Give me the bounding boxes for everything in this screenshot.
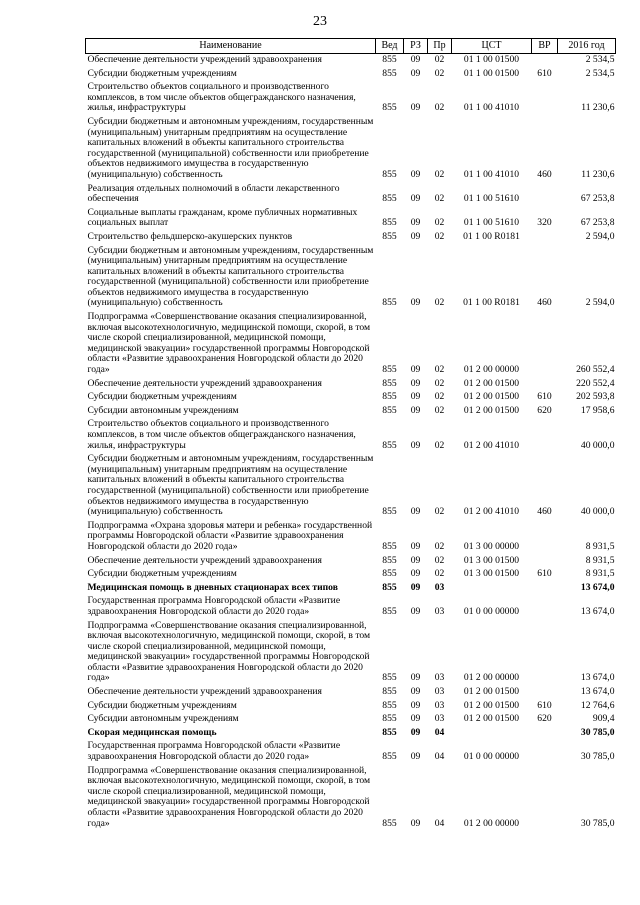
row-ved: 855 [382,404,397,416]
row-rz: 09 [410,217,421,229]
row-vr: 460 [537,297,552,309]
row-cst: 01 2 00 01500 [463,391,520,403]
row-pr: 02 [434,554,445,566]
row-rz: 09 [410,377,421,389]
row-sum: 30 785,0 [580,726,615,738]
row-vr [532,740,558,764]
row-pr: 02 [434,67,445,79]
row-pr: 02 [434,168,445,180]
row-name: Обеспечение деятельности учреждений здравоохранения [87,54,322,65]
column-header-pr: Пр [428,39,452,54]
column-header-name: Наименование [86,39,376,54]
row-name: Субсидии автономным учреждениям [87,404,239,416]
row-ved: 855 [382,168,397,180]
table-body [86,54,616,832]
row-vr [532,727,558,741]
row-cst: 01 1 00 R0181 [463,230,520,242]
row-vr [532,686,558,700]
table-row [86,183,616,207]
row-pr: 03 [434,581,445,593]
row-name: Государственная программа Новгородской области «Развитие здравоохранения Новгородской области до 2020 года» [87,595,341,617]
row-name: Подпрограмма «Совершенствование оказания специализированной, включая высокотехнологичную, медицинской помощи, скорой, в том числе скорой специализированной, медицинской помощи, медицинской эвакуации» государственной программы Новгородской области «Развитие здравоохранения Новгородской области до 2020 года» [87,311,371,376]
row-rz: 09 [410,54,421,65]
row-sum: 40 000,0 [580,439,615,451]
row-name: Субсидии бюджетным учреждениям [87,699,237,711]
row-rz: 09 [410,404,421,416]
row-pr: 02 [434,439,445,451]
row-vr [532,54,558,68]
row-pr: 02 [434,230,445,242]
row-sum: 67 253,8 [580,217,615,229]
row-rz: 09 [410,439,421,451]
row-cst: 01 2 00 00000 [463,364,520,376]
row-ved: 855 [382,506,397,518]
row-name: Строительство фельдшерско-акушерских пунктов [87,230,293,242]
table-row [86,54,616,68]
table-row [86,81,616,116]
row-pr: 02 [434,506,445,518]
row-name: Обеспечение деятельности учреждений здравоохранения [87,686,322,698]
row-name: Субсидии бюджетным и автономным учреждениям, государственным (муниципальным) унитарным предприятиям на осуществление капитальных вложений в объекты капитального строительства государственной (муниципальной) собственности или приобретение объектов недвижимого имущества в государственную (муниципальную) собственность [87,115,374,180]
row-ved: 855 [382,67,397,79]
row-rz: 09 [410,605,421,617]
row-cst: 01 2 00 41010 [463,439,520,451]
row-ved: 855 [382,230,397,242]
table-row [86,686,616,700]
row-vr [532,595,558,619]
row-rz: 09 [410,751,421,763]
row-vr [532,582,558,596]
row-ved: 855 [382,439,397,451]
row-cst [452,727,532,741]
row-pr: 04 [434,726,445,738]
row-pr: 02 [434,102,445,114]
row-pr: 02 [434,297,445,309]
row-rz: 09 [410,506,421,518]
row-sum: 40 000,0 [580,506,615,518]
row-pr: 02 [434,404,445,416]
row-pr: 02 [434,54,445,65]
row-rz: 09 [410,581,421,593]
row-sum: 30 785,0 [580,817,615,829]
row-cst: 01 2 00 01500 [463,404,520,416]
budget-table [85,38,616,831]
table-row [86,245,616,312]
row-vr [532,620,558,687]
row-pr: 02 [434,377,445,389]
row-vr: 610 [537,568,552,580]
row-rz: 09 [410,193,421,205]
row-vr: 460 [537,168,552,180]
row-rz: 09 [410,672,421,684]
row-vr: 620 [537,404,552,416]
row-rz: 09 [410,540,421,552]
table-row [86,231,616,245]
row-vr [532,183,558,207]
row-rz: 09 [410,168,421,180]
row-name: Подпрограмма «Совершенствование оказания специализированной, включая высокотехнологичную, медицинской помощи, скорой, в том числе скорой специализированной, медицинской помощи, медицинской эвакуации» государственной программы Новгородской области «Развитие здравоохранения Новгородской области до 2020 года» [87,764,371,829]
row-cst: 01 1 00 51610 [463,217,520,229]
row-sum: 13 674,0 [580,581,615,593]
row-rz: 09 [410,230,421,242]
row-ved: 855 [382,699,397,711]
row-rz: 09 [410,554,421,566]
row-cst [452,582,532,596]
row-vr [532,378,558,392]
row-vr [532,418,558,453]
page-number: 23 [313,14,327,29]
row-vr [532,765,558,832]
row-ved: 855 [382,726,397,738]
row-pr: 03 [434,686,445,698]
row-ved: 855 [382,713,397,725]
row-vr: 460 [537,506,552,518]
row-rz: 09 [410,568,421,580]
row-ved: 855 [382,581,397,593]
row-rz: 09 [410,364,421,376]
row-ved: 855 [382,297,397,309]
row-pr: 04 [434,751,445,763]
row-sum: 13 674,0 [580,672,615,684]
row-rz: 09 [410,297,421,309]
row-sum: 13 674,0 [580,686,615,698]
row-pr: 03 [434,699,445,711]
row-ved: 855 [382,686,397,698]
row-sum: 17 958,6 [580,404,615,416]
row-cst: 01 1 00 01500 [463,67,520,79]
table-row [86,207,616,231]
row-rz: 09 [410,726,421,738]
row-vr [532,555,558,569]
row-ved: 855 [382,605,397,617]
row-ved: 855 [382,817,397,829]
row-ved: 855 [382,364,397,376]
row-name: Подпрограмма «Охрана здоровья матери и ребенка» государственной программы Новгородской области «Развитие здравоохранения Новгородской области до 2020 года» [87,519,373,552]
table-row [86,555,616,569]
row-sum: 202 593,8 [576,391,615,403]
row-cst: 01 0 00 00000 [463,751,520,763]
row-sum: 11 230,6 [581,168,615,180]
row-vr: 620 [537,713,552,725]
row-cst: 01 3 00 01500 [463,554,520,566]
row-ved: 855 [382,102,397,114]
row-sum: 8 931,5 [585,568,615,580]
row-ved: 855 [382,554,397,566]
table-row [86,740,616,764]
row-cst: 01 2 00 41010 [463,506,520,518]
row-vr: 610 [537,699,552,711]
row-name: Социальные выплаты гражданам, кроме публичных нормативных социальных выплат [87,206,358,229]
row-cst: 01 2 00 00000 [463,672,520,684]
row-sum: 2 594,0 [585,297,615,309]
row-sum: 12 764,6 [580,699,615,711]
row-pr: 02 [434,540,445,552]
table-row [86,418,616,453]
row-pr: 04 [434,817,445,829]
row-name: Субсидии бюджетным и автономным учреждениям, государственным (муниципальным) унитарным предприятиям на осуществление капитальных вложений в объекты капитального строительства государственной (муниципальной) собственности или приобретение объектов недвижимого имущества в государственную (муниципальную) собственность [87,453,374,518]
row-rz: 09 [410,713,421,725]
row-vr: 320 [537,217,552,229]
table-row [86,520,616,555]
row-sum: 909,4 [592,713,615,725]
row-cst: 01 2 00 01500 [463,713,520,725]
row-vr: 610 [537,67,552,79]
table-row [86,378,616,392]
row-sum: 67 253,8 [580,193,615,205]
row-name: Государственная программа Новгородской области «Развитие здравоохранения Новгородской области до 2020 года» [87,740,341,763]
row-rz: 09 [410,686,421,698]
table-row [86,453,616,520]
table-row [86,582,616,596]
row-rz: 09 [410,67,421,79]
row-ved: 855 [382,54,397,65]
row-name: Субсидии бюджетным и автономным учреждениям, государственным (муниципальным) унитарным предприятиям на осуществление капитальных вложений в объекты капитального строительства государственной (муниципальной) собственности или приобретение объектов недвижимого имущества в государственную (муниципальную) собственность [87,244,374,309]
table-row [86,405,616,419]
row-name: Субсидии бюджетным учреждениям [87,391,237,403]
row-sum: 30 785,0 [580,751,615,763]
table-row [86,116,616,183]
row-rz: 09 [410,391,421,403]
table-row [86,568,616,582]
row-vr: 610 [537,391,552,403]
row-cst: 01 2 00 01500 [463,699,520,711]
row-vr [532,81,558,116]
row-cst: 01 2 00 01500 [463,686,520,698]
row-cst: 01 3 00 00000 [463,540,520,552]
row-cst: 01 1 00 R0181 [463,297,520,309]
row-ved: 855 [382,672,397,684]
row-ved: 855 [382,217,397,229]
row-ved: 855 [382,391,397,403]
table-row [86,311,616,378]
row-pr: 02 [434,193,445,205]
row-cst: 01 1 00 41010 [463,168,520,180]
column-header-cst: ЦСТ [452,39,532,54]
row-vr [532,231,558,245]
row-ved: 855 [382,540,397,552]
row-name: Реализация отдельных полномочий в области лекарственного обеспечения [87,182,340,205]
column-header-vr: ВР [532,39,558,54]
row-name: Обеспечение деятельности учреждений здравоохранения [87,554,322,566]
table-row [86,595,616,619]
row-sum: 11 230,6 [581,102,615,114]
row-pr: 03 [434,605,445,617]
row-vr [532,311,558,378]
row-sum: 13 674,0 [580,605,615,617]
row-name: Подпрограмма «Совершенствование оказания специализированной, включая высокотехнологичную, медицинской помощи, скорой, в том числе скорой специализированной, медицинской помощи, медицинской эвакуации» государственной программы Новгородской области «Развитие здравоохранения Новгородской области до 2020 года» [87,619,371,684]
table-row [86,713,616,727]
row-ved: 855 [382,193,397,205]
row-sum: 2 534,5 [585,54,615,65]
table-row [86,68,616,82]
row-name: Субсидии автономным учреждениям [87,713,239,725]
row-sum: 8 931,5 [585,554,615,566]
row-cst: 01 3 00 01500 [463,568,520,580]
row-pr: 02 [434,568,445,580]
row-cst: 01 1 00 01500 [463,54,520,65]
table-row [86,391,616,405]
row-sum: 260 552,4 [576,364,615,376]
row-vr [532,520,558,555]
row-cst: 01 0 00 00000 [463,605,520,617]
table-header [86,39,616,54]
table-row [86,727,616,741]
row-ved: 855 [382,568,397,580]
row-cst: 01 2 00 01500 [463,377,520,389]
row-sum: 220 552,4 [576,377,615,389]
row-name: Обеспечение деятельности учреждений здравоохранения [87,377,322,389]
row-name: Субсидии бюджетным учреждениям [87,568,237,580]
row-pr: 02 [434,364,445,376]
table-row [86,700,616,714]
row-pr: 02 [434,217,445,229]
row-sum: 8 931,5 [585,540,615,552]
row-pr: 03 [434,672,445,684]
row-name: Субсидии бюджетным учреждениям [87,67,237,79]
row-name: Скорая медицинская помощь [87,726,217,738]
row-cst: 01 1 00 51610 [463,193,520,205]
row-name: Строительство объектов социального и производственного комплексов, в том числе объектов общегражданского назначения, жилья, инфраструктуры [87,418,356,451]
row-name: Строительство объектов социального и производственного комплексов, в том числе объектов общегражданского назначения, жилья, инфраструктуры [87,81,356,114]
row-ved: 855 [382,377,397,389]
row-sum: 2 594,0 [585,230,615,242]
column-header-rz: РЗ [404,39,428,54]
row-cst: 01 2 00 00000 [463,817,520,829]
row-rz: 09 [410,699,421,711]
row-ved: 855 [382,751,397,763]
row-sum: 2 534,5 [585,67,615,79]
column-header-year: 2016 год [558,39,616,54]
row-rz: 09 [410,102,421,114]
row-pr: 02 [434,391,445,403]
row-name: Медицинская помощь в дневных стационарах всех типов [87,581,338,593]
row-pr: 03 [434,713,445,725]
column-header-ved: Вед [376,39,404,54]
table-row [86,620,616,687]
table-row [86,765,616,832]
row-cst: 01 1 00 41010 [463,102,520,114]
row-rz: 09 [410,817,421,829]
